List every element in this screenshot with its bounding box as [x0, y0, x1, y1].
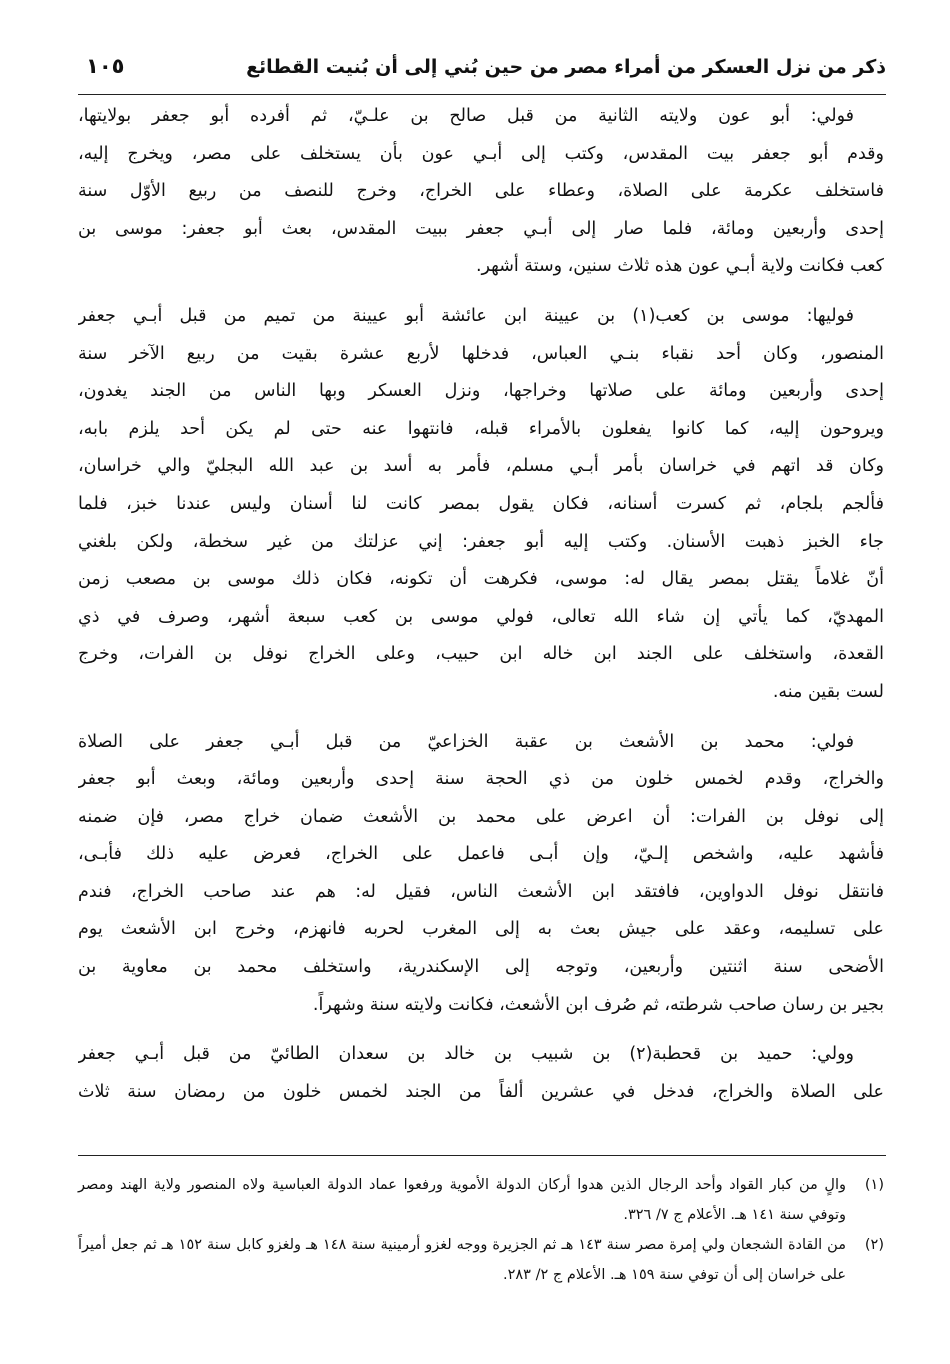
paragraph	[78, 724, 884, 1025]
paragraph	[78, 1036, 884, 1111]
text-line: والخراج، وقدم لخمس خلون من ذي الحجة سنة إحدى وأربعين ومائة، وبعث أبو جعفر	[78, 769, 884, 790]
footnote-text: والٍ من كبار القواد وأحد الرجال الذين هدوا أركان الدولة الأموية ورفعوا عماد الدولة العباسية ولاه المنصور ولاية الهند ومصر وتوفي سنة ١٤١ هـ. الأعلام ج ٧/ ٣٢٦.	[78, 1177, 846, 1223]
text-line: وقدم أبو جعفر بيت المقدس، وكتب إلى أبـي عون بأن يستخلف على مصر، ويخرج إليه،	[78, 143, 884, 164]
footnote-number: (١)	[864, 1177, 884, 1193]
running-title: ذكر من نزل العسكر من أمراء مصر من حين بُني إلى أن بُنيت القطائع	[246, 56, 886, 78]
footnotes	[78, 1170, 884, 1290]
text-line: إحدى وأربعين ومائة، فلما صار إلى أبـي جعفر ببيت المقدس، بعث أبو جعفر: موسى بن	[78, 218, 884, 239]
running-header	[78, 52, 886, 92]
text-line: فاستخلف عكرمة على الصلاة، وعطاء على الخراج، وخرج للنصف من ربيع الأوّل سنة	[78, 181, 884, 202]
text-line: كعب فكانت ولاية أبـي عون هذه ثلاث سنين، وستة أشهر.	[475, 256, 884, 277]
text-line: إلى نوفل بن الفرات: أن اعرض على محمد بن الأشعث ضمان خراج مصر، فإن ضمنه	[78, 806, 884, 827]
footnote-rule	[78, 1155, 886, 1156]
text-line: على تسليمه، وعقد على جيش بعث به إلى المغرب لحربه فانهزم، وخرج ابن الأشعث يوم	[78, 919, 884, 940]
header-rule	[78, 94, 886, 95]
text-line: أنّ غلاماً يقتل بمصر يقال له: موسى، فكرهت أن تكونه، فكان ذلك موسى بن مصعب زمن	[78, 569, 884, 590]
text-line: وولي: حميد بن قحطبة(٢) بن شبيب بن خالد بن سعدان الطائيّ من قبل أبـي جعفر	[78, 1044, 854, 1065]
text-line: فانتقل نوفل الدواوين، فافتقد ابن الأشعث الناس، فقيل له: هم عند صاحب الخراج، فندم	[78, 881, 884, 902]
footnote-text: من القادة الشجعان ولي إمرة مصر سنة ١٤٣ هـ ثم الجزيرة ووجه لغزو أرمينية سنة ١٤٨ هـ ولغزو كابل سنة ١٥٢ هـ ثم جعل أميراً على خراسان إلى أن توفي سنة ١٥٩ هـ. الأعلام ج ٢/ ٢٨٣.	[78, 1237, 846, 1283]
text-line: على الصلاة والخراج، فدخل في عشرين ألفاً من الجند لخمس خلون من رمضان سنة ثلاث	[78, 1081, 884, 1102]
text-line: وكان قد اتهم في خراسان بأمر أبـي مسلم، فأمر به أسد بن عبد الله البجليّ والي خراسان،	[78, 456, 884, 477]
text-line: فأشهد عليه، واشخص إلـيّ، وإن أبـى فاعمل على الخراج، فعرض عليه ذلك فأبـى،	[78, 844, 884, 865]
text-line: فألجم بلجام، ثم كسرت أسنانه، فكان يقول بمصر كانت لنا أسنان وليس عندنا خبز، فلما	[78, 493, 884, 514]
paragraph	[78, 98, 884, 286]
footnote-number: (٢)	[864, 1237, 884, 1253]
text-line: فولي: محمد بن الأشعث بن عقبة الخزاعيّ من قبل أبـي جعفر على الصلاة	[78, 731, 854, 752]
text-line: إحدى وأربعين ومائة على صلاتها وخراجها، ونزل العسكر وبها الناس من الجند يغدون،	[78, 381, 884, 402]
page-number: ١٠٥	[86, 54, 125, 78]
text-line: فولي: أبو عون ولايته الثانية من قبل صالح بن علـيّ، ثم أفرده أبو جعفر بولايتها،	[78, 106, 854, 126]
text-line: فوليها: موسى بن كعب(١) بن عيينة ابن عائشة أبو عيينة من تميم من قبل أبـي جعفر	[78, 305, 854, 326]
text-line: ويروحون إليه، كما كانوا يفعلون بالأمراء قبله، فانتهوا عنه حتى لم يكن أحد يلزم بابه،	[78, 418, 884, 439]
text-line: القعدة، واستخلف على الجند ابن خاله ابن حبيب، وعلى الخراج نوفل بن الفرات، وخرج	[78, 644, 884, 665]
text-line: لست بقين منه.	[772, 681, 884, 702]
text-line: جاء الخبز ذهبت الأسنان. وكتب إليه أبو جعفر: إني عزلتك من غير سخطة، ولكن بلغني	[78, 531, 884, 552]
main-text	[78, 98, 884, 1123]
paragraph	[78, 298, 884, 712]
footnote	[78, 1230, 884, 1290]
text-line: المنصور، وكان أحد نقباء بنـي العباس، فدخلها لأربع عشرة بقيت من ربيع الآخر سنة	[78, 343, 884, 364]
text-line: المهديّ، كما يأتي إن شاء الله تعالى، فولي موسى بن كعب سبعة أشهر، وصرف في ذي	[78, 606, 884, 627]
footnote	[78, 1170, 884, 1230]
text-line: بجير بن رسان صاحب شرطته، ثم صُرف ابن الأشعث، فكانت ولايته سنة وشهراً.	[312, 994, 884, 1015]
text-line: الأضحى سنة اثنتين وأربعين، وتوجه إلى الإسكندرية، واستخلف محمد بن معاوية بن	[78, 957, 884, 978]
